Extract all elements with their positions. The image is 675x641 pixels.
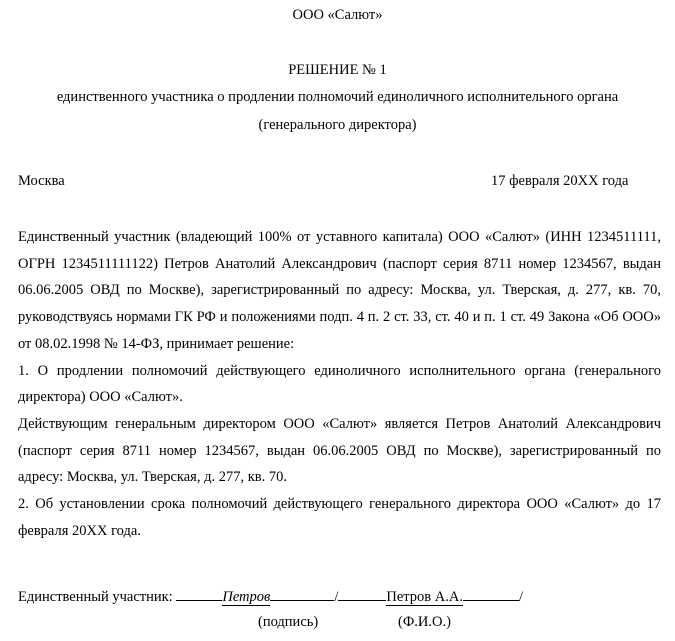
preamble-paragraph: Единственный участник (владеющий 100% от уставного капитала) ООО «Салют» (ИНН 1234511111, ОГРН 1234511111122) Петров Анатолий Александрович (паспорт серия 8711 номер 1234567, выдан 06.06.2005 ОВД по Москве), зарегистрированный по адресу: Москва, ул. Тверская, д. 277, кв. 70, руководствуясь нормами ГК РФ и положениями подп. 4 п. 2 ст. 33, ст. 40 и п. 1 ст. 49 Закона «Об ООО» от 08.02.1998 № 14-ФЗ, принимает решение: [18, 229, 661, 352]
name-caption: (Ф.И.О.) [398, 614, 451, 630]
separator-slash-1: / [334, 589, 339, 605]
decision-subtitle-line2: (генерального директора) [258, 117, 417, 133]
signature-row [18, 585, 523, 606]
signature-underline-left [176, 585, 222, 601]
decision-subtitle-line1: единственного участника о продлении полномочий единоличного исполнительного органа [56, 89, 619, 105]
decision-body [18, 224, 661, 544]
name-underline-right [463, 585, 519, 601]
decision-title: РЕШЕНИЕ № 1 [288, 62, 387, 78]
date: 17 февраля 20ХХ года [491, 173, 629, 189]
company-name: ООО «Салют» [292, 7, 383, 23]
handwritten-signature: Петров [222, 589, 271, 605]
separator-slash-2: / [518, 589, 523, 605]
signer-name: Петров А.А. [386, 589, 463, 605]
name-underline-left [338, 585, 386, 601]
item-2-paragraph: 2. Об установлении срока полномочий действующего генерального директора ООО «Салют» до 17 февраля 20ХХ года. [18, 496, 661, 539]
signature-underline-right [270, 585, 334, 601]
director-paragraph: Действующим генеральным директором ООО «Салют» является Петров Анатолий Александрович (паспорт серия 8711 номер 1234567, выдан 06.06.2005 ОВД по Москве), зарегистрированный по адресу: Москва, ул. Тверская, д. 277, кв. 70. [18, 415, 661, 486]
signature-caption: (подпись) [258, 614, 319, 630]
city: Москва [18, 173, 65, 189]
item-1-paragraph: 1. О продлении полномочий действующего единоличного исполнительного органа (генерального директора) ООО «Салют». [18, 362, 661, 406]
signature-label: Единственный участник: [18, 589, 173, 605]
